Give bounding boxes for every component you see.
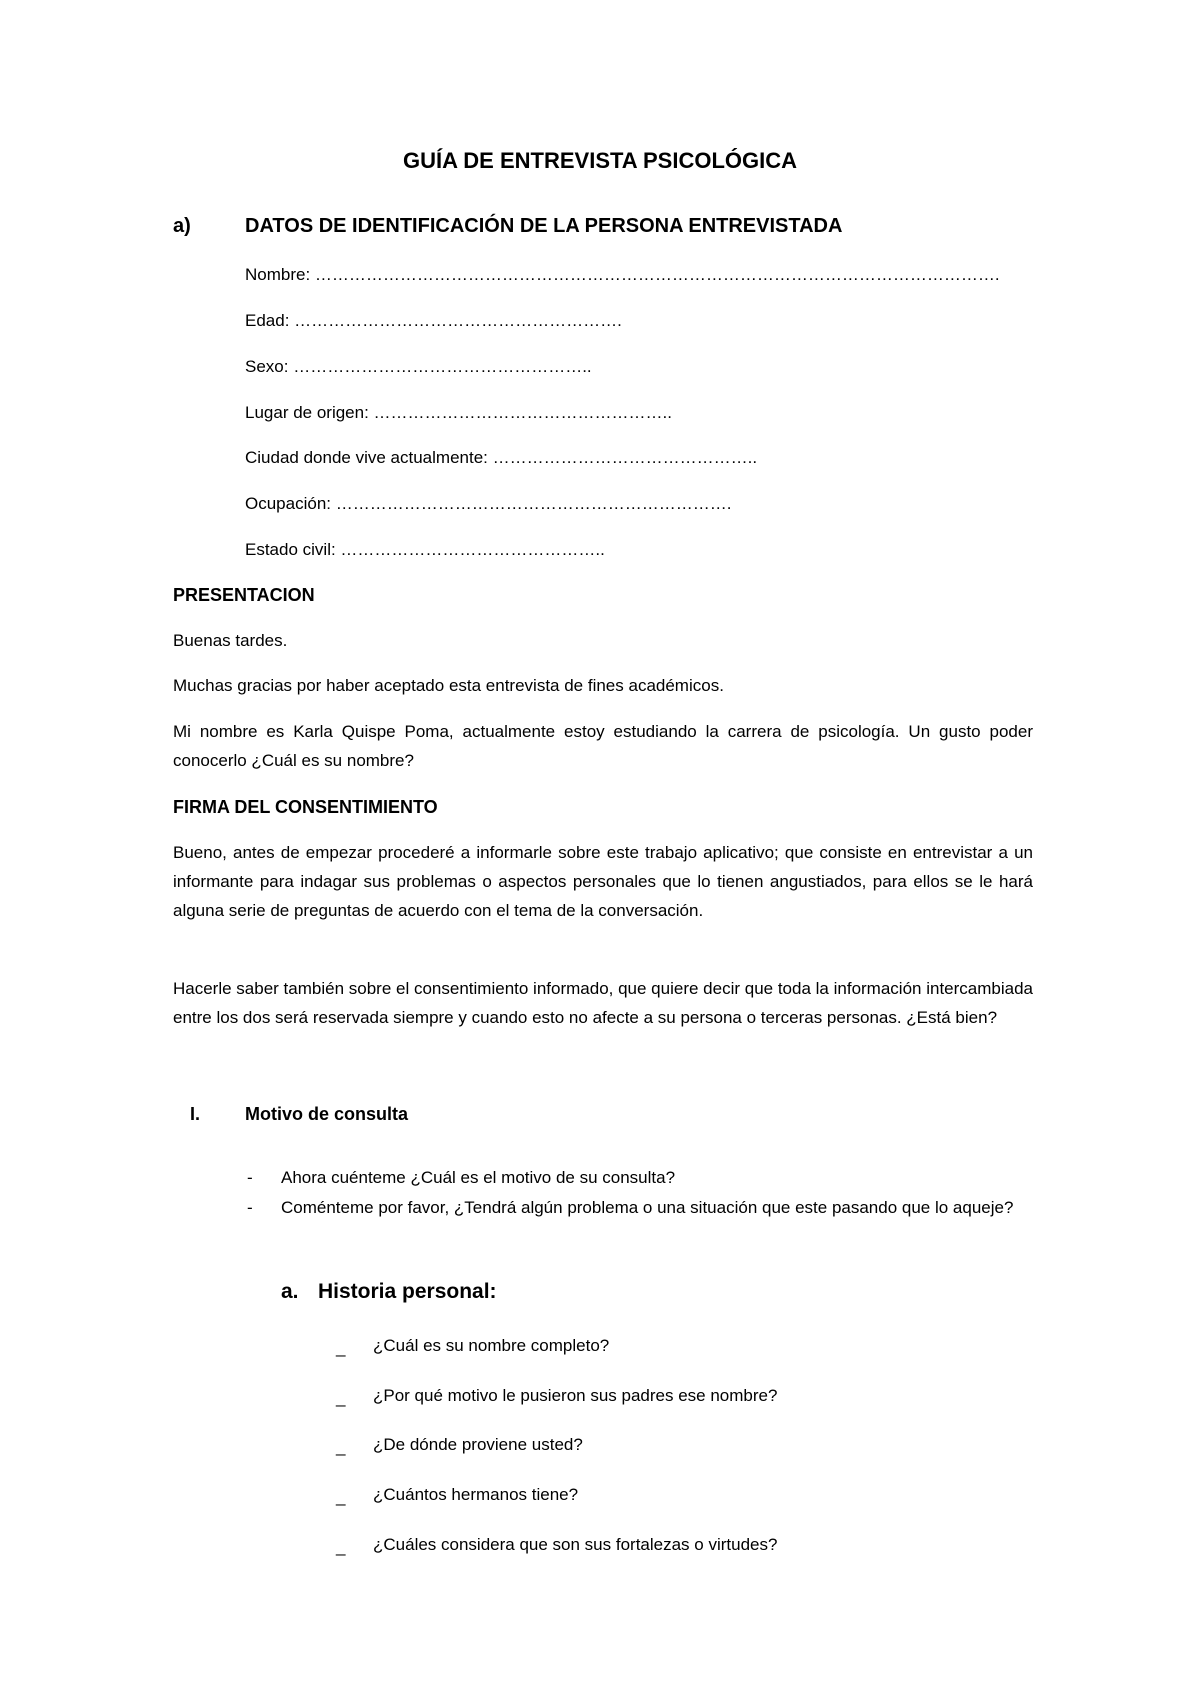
historia-question-4: ¿Cuántos hermanos tiene? [373,1485,579,1504]
question-mark: _ [336,1338,346,1357]
field-edad: Edad: …………………………………………………. [245,311,622,330]
field-nombre: Nombre: …………………………………………………………………………………………………………. [245,265,1000,284]
document-title: GUÍA DE ENTREVISTA PSICOLÓGICA [403,148,797,173]
field-estado-civil: Estado civil: ……………………………………….. [245,540,605,559]
consentimiento-heading: FIRMA DEL CONSENTIMIENTO [173,797,438,817]
historia-question-5: ¿Cuáles considera que son sus fortalezas o virtudes? [373,1535,778,1554]
field-ciudad: Ciudad donde vive actualmente: ……………………………………….. [245,448,758,467]
bullet-dash: - [247,1198,253,1217]
motivo-bullet-2: Coménteme por favor, ¿Tendrá algún problema o una situación que este pasando que lo aqueje? [281,1198,1014,1217]
historia-title: Historia personal: [318,1280,497,1303]
presentacion-heading: PRESENTACION [173,585,315,605]
bullet-dash: - [247,1168,253,1187]
section-a-letter: a) [173,215,191,237]
field-sexo: Sexo: …………………………………………….. [245,357,592,376]
question-mark: _ [336,1487,346,1506]
motivo-numeral: I. [190,1104,201,1124]
field-lugar-origen: Lugar de origen: …………………………………………….. [245,403,672,422]
presentacion-paragraph-1: Buenas tardes. [173,631,288,650]
motivo-title: Motivo de consulta [245,1104,409,1124]
historia-question-3: ¿De dónde proviene usted? [373,1435,583,1454]
section-a-title: DATOS DE IDENTIFICACIÓN DE LA PERSONA ENTREVISTADA [245,215,843,237]
presentacion-paragraph-2: Muchas gracias por haber aceptado esta entrevista de fines académicos. [173,676,724,695]
question-mark: _ [336,1388,346,1407]
presentacion-paragraph-3: Mi nombre es Karla Quispe Poma, actualmente estoy estudiando la carrera de psicología. Un gusto poder conocerlo ¿Cuál es su nombre? [173,722,1033,770]
field-ocupacion: Ocupación: ……………………………………………………………. [245,494,732,513]
historia-question-1: ¿Cuál es su nombre completo? [373,1336,610,1355]
historia-letter: a. [281,1280,299,1303]
consentimiento-paragraph-2: Hacerle saber también sobre el consentimiento informado, que quiere decir que toda la información intercambiada entre los dos será reservada siempre y cuando esto no afecte a su persona o terceras personas. ¿Está bien? [173,979,1033,1027]
historia-question-2: ¿Por qué motivo le pusieron sus padres ese nombre? [373,1386,778,1405]
question-mark: _ [336,1537,346,1556]
motivo-bullet-1: Ahora cuénteme ¿Cuál es el motivo de su consulta? [281,1168,676,1187]
question-mark: _ [336,1437,346,1456]
consentimiento-paragraph-1: Bueno, antes de empezar procederé a informarle sobre este trabajo aplicativo; que consiste en entrevistar a un informante para indagar sus problemas o aspectos personales que lo tienen angustiados, para ellos se le hará alguna serie de preguntas de acuerdo con el tema de la conversación. [173,843,1033,920]
